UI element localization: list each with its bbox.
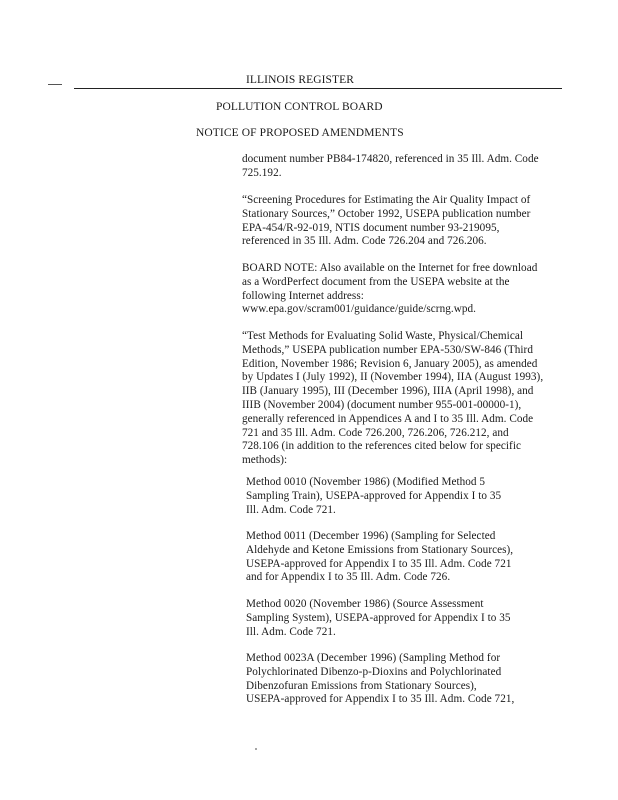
text-line: “Screening Procedures for Estimating the Air Quality Impact of (242, 194, 531, 206)
paragraph-document-reference (242, 153, 539, 181)
text-line: methods): (242, 454, 288, 467)
board-name: POLLUTION CONTROL BOARD (216, 101, 383, 113)
text-line: document number PB84-174820, referenced in 35 Ill. Adm. Code (242, 153, 539, 165)
paragraph-board-note (242, 262, 537, 317)
text-line: BOARD NOTE: Also available on the Internet for free download (242, 262, 538, 274)
text-line: Sampling Train), USEPA-approved for Appendix I to 35 (246, 489, 502, 502)
text-line: Methods,” USEPA publication number EPA-530/SW-846 (Third (242, 343, 533, 356)
method-0011 (246, 530, 513, 585)
text-line: generally referenced in Appendices A and I to 35 Ill. Adm. Code (242, 412, 534, 425)
text-line: Dibenzofuran Emissions from Stationary Sources), (246, 679, 477, 692)
text-line: Sampling System), USEPA-approved for Appendix I to 35 (246, 611, 511, 624)
text-line: 728.106 (in addition to the references cited below for specific (242, 440, 522, 453)
method-0020 (246, 598, 511, 639)
scan-speck (255, 748, 257, 750)
header-rule (74, 88, 562, 89)
text-line: www.epa.gov/scram001/guidance/guide/scrng.wpd. (242, 303, 476, 316)
method-0010 (246, 476, 501, 517)
text-line: Polychlorinated Dibenzo-p-Dioxins and Polychlorinated (246, 665, 502, 678)
text-line: by Updates I (July 1992), II (November 1994), IIA (August 1993), (242, 371, 544, 384)
text-line: as a WordPerfect document from the USEPA website at the (242, 275, 510, 288)
text-line: IIIB (November 2004) (document number 955-001-00000-1), (242, 398, 522, 411)
text-line: “Test Methods for Evaluating Solid Waste, Physical/Chemical (242, 330, 524, 342)
text-line: Method 0020 (November 1986) (Source Assessment (246, 598, 484, 610)
text-line: Method 0011 (December 1996) (Sampling for Selected (246, 530, 496, 542)
text-line: USEPA-approved for Appendix I to 35 Ill. Adm. Code 721, (246, 693, 515, 706)
text-line: following Internet address: (242, 289, 364, 302)
paragraph-test-methods (242, 330, 543, 468)
text-line: Aldehyde and Ketone Emissions from Stationary Sources), (246, 543, 514, 556)
text-line: Ill. Adm. Code 721. (246, 625, 336, 638)
text-line: 721 and 35 Ill. Adm. Code 726.200, 726.206, 726.212, and (242, 426, 509, 439)
text-line: referenced in 35 Ill. Adm. Code 726.204 and 726.206. (242, 235, 487, 248)
text-line: USEPA-approved for Appendix I to 35 Ill. Adm. Code 721 (246, 557, 512, 570)
paragraph-screening-procedures (242, 194, 530, 249)
text-line: and for Appendix I to 35 Ill. Adm. Code 726. (246, 571, 451, 584)
text-line: Method 0023A (December 1996) (Sampling Method for (246, 652, 501, 664)
text-line: Ill. Adm. Code 721. (246, 503, 336, 516)
notice-title: NOTICE OF PROPOSED AMENDMENTS (196, 127, 404, 139)
page-margin-mark (48, 84, 62, 85)
text-line: IIB (January 1995), III (December 1996), IIIA (April 1998), and (242, 385, 534, 398)
register-title: ILLINOIS REGISTER (246, 74, 355, 86)
text-line: Stationary Sources,” October 1992, USEPA publication number (242, 207, 531, 220)
method-0023a (246, 652, 514, 707)
text-line: 725.192. (242, 166, 282, 179)
text-line: Edition, November 1986; Revision 6, January 2005), as amended (242, 357, 538, 370)
text-line: EPA-454/R-92-019, NTIS document number 93-219095, (242, 221, 500, 234)
text-line: Method 0010 (November 1986) (Modified Method 5 (246, 476, 486, 488)
